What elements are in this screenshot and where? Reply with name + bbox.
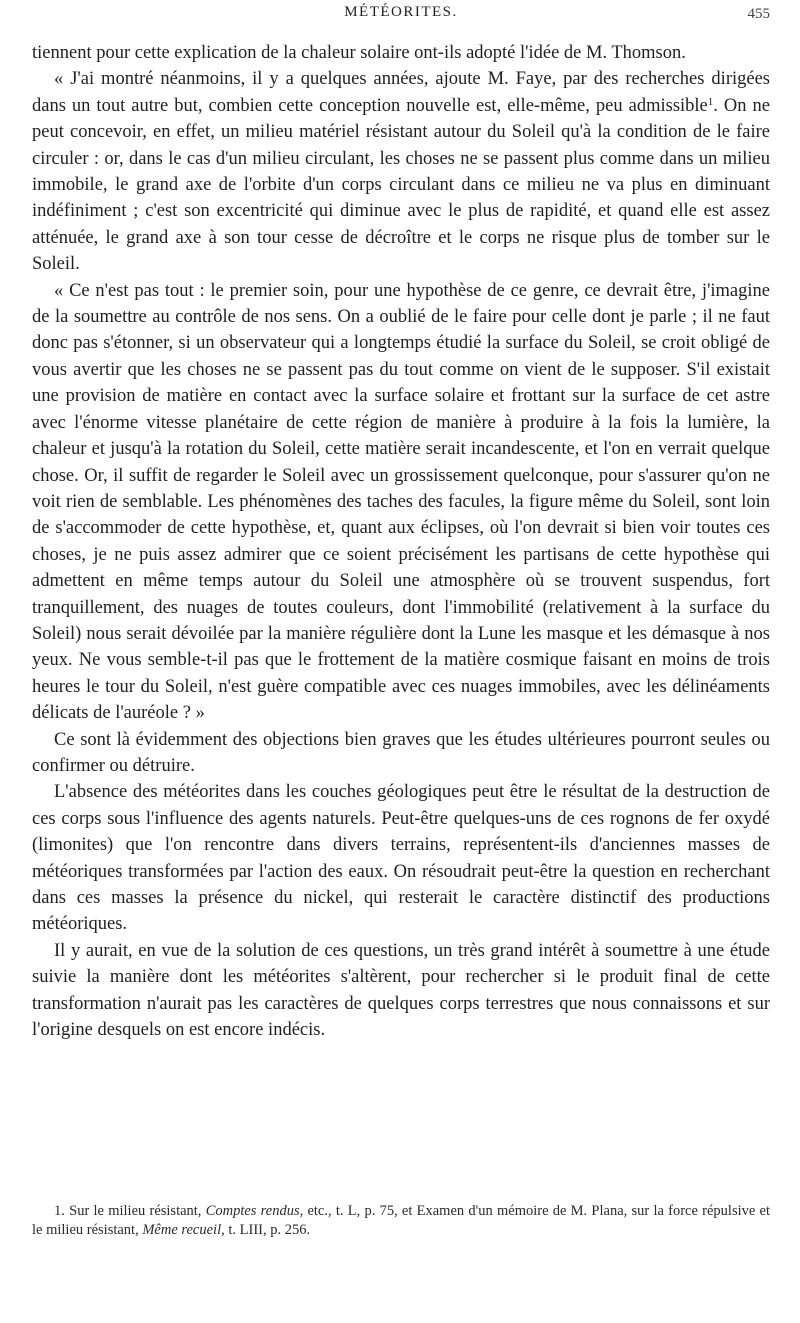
footnote-journal-reference: Même recueil: [142, 1222, 222, 1238]
footnote-text-continued: , etc., t. L, p. 75, et Examen d'un mémoire de M. Plana, sur la force répulsive et le milieu résistant,: [32, 1203, 771, 1238]
footnote-journal-title: Comptes rendus: [205, 1203, 300, 1219]
footnote-mark: 1.: [54, 1203, 65, 1219]
footnote-text-end: , t. LIII, p. 256.: [221, 1222, 311, 1238]
paragraph-continuation: tiennent pour cette explication de la chaleur solaire ont-ils adopté l'idée de M. Thomson.: [32, 43, 686, 63]
paragraph-quote-faye: [32, 66, 770, 277]
footnote: [32, 1202, 770, 1240]
page-header: [32, 4, 770, 28]
paragraph-alteration-study: Il y aurait, en vue de la solution de ces questions, un très grand intérêt à soumettre à une étude suivie la manière dont les météorites s'altèrent, pour rechercher si le produit final de cette transformation n'aurait pas les caractères de quelques corps terrestres que nous connaissons et sur l'origine desquels on est encore indécis.: [32, 940, 770, 1041]
paragraph-objections: Ce sont là évidemment des objections bien graves que les études ultérieures pourront seules ou confirmer ou détruire.: [32, 729, 770, 776]
body-text: [32, 40, 770, 1043]
footnote-text: Sur le milieu résistant,: [69, 1203, 202, 1219]
paragraph-quote-faye-text-continued: . On ne peut concevoir, en effet, un milieu matériel résistant autour du Soleil qu'à la condition de le faire circuler : or, dans le cas d'un milieu circulant, les choses ne se passent plus comme dans un milieu immobile, le grand axe de l'orbite d'un corps circulant dans ce milieu ne va plus en diminuant indéfiniment ; c'est son excentricité qui diminue avec le plus de rapidité, et quand elle est assez atténuée, le grand axe à son tour cesse de décroître et le corps ne risque plus de tomber sur le Soleil.: [32, 95, 770, 275]
paragraph-geological-layers: L'absence des météorites dans les couches géologiques peut être le résultat de la destruction de ces corps sous l'influence des agents naturels. Peut-être quelques-uns de ces rognons de fer oxydé (limonites) que l'on rencontre dans divers terrains, représentent-ils d'anciennes masses de météoriques transformées par l'action des eaux. On résoudrait peut-être la question en recherchant dans ces masses la présence du nickel, qui resterait le caractère distinctif des productions météoriques.: [32, 782, 770, 935]
footnote-reference: 1: [707, 95, 714, 108]
paragraph-quote-continued: « Ce n'est pas tout : le premier soin, pour une hypothèse de ce genre, ce devrait être, j'imagine de la soumettre au contrôle de nos sens. On a oublié de le faire pour celle dont je parle ; il ne faut donc pas s'étonner, si un observateur qui a longtemps étudié la surface du Soleil, se croit obligé de vous avertir que les choses ne se passent pas du tout comme on vient de le supposer. S'il existait une provision de matière en contact avec la surface solaire et frottant sur la surface de cet astre avec l'énorme vitesse planétaire de cette région de manière à produire à la fois la lumière, la chaleur et jusqu'à la rotation du Soleil, cette matière serait incandescente, et l'on en verrait quelque chose. Or, il suffit de regarder le Soleil avec un grossissement quelconque, pour s'assurer qu'on ne voit rien de semblable. Les phénomènes des taches des facules, la figure même du Soleil, sont loin de s'accommoder de cette hypothèse, et, quant aux éclipses, où l'on devrait si bien voir toutes ces choses, je ne puis assez admirer que ce soient précisément les partisans de cette hypothèse qui admettent en même temps autour du Soleil une atmosphère où se trouvent suspendus, fort tranquillement, des nuages de toutes couleurs, dont l'immobilité (relativement à la surface du Soleil) nous serait dévoilée par la manière régulière dont la Lune les masque et les démasque à nos yeux. Ne vous semble-t-il pas que le frottement de la matière cosmique faisant en moins de trois heures le tour du Soleil, n'est guère compatible avec ces nuages immobiles, avec les délinéaments délicats de l'auréole ? »: [32, 280, 770, 724]
paragraph-quote-faye-text: « J'ai montré néanmoins, il y a quelques années, ajoute M. Faye, par des recherches dirigées dans un tout autre but, combien cette conception nouvelle est, elle-même, peu admissible: [32, 69, 770, 116]
running-title: MÉTÉORITES.: [344, 4, 458, 20]
page-number: 455: [747, 6, 770, 22]
